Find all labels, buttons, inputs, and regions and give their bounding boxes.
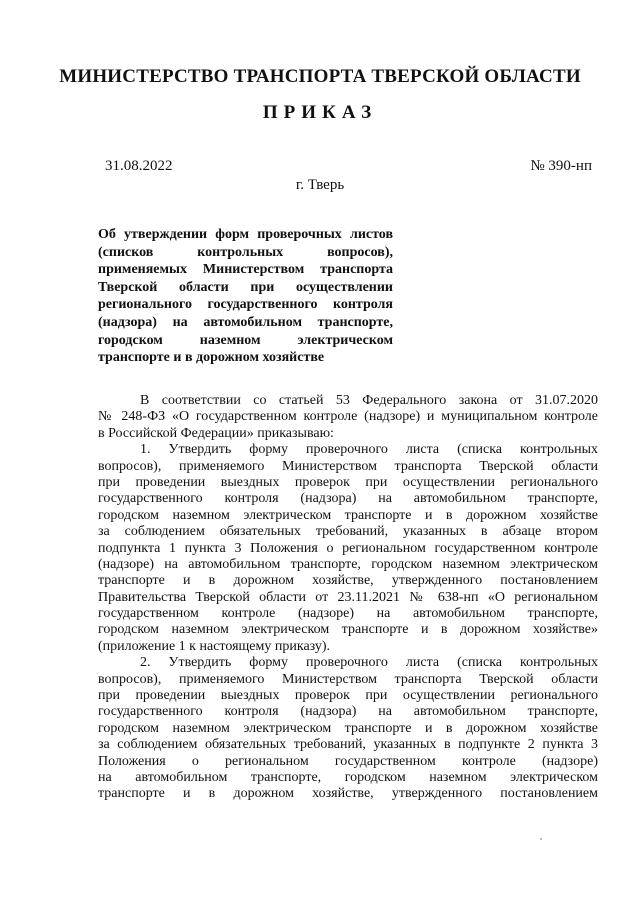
body-line: № 248-ФЗ «О государственном контроле (надзоре) и муниципальном контроле bbox=[98, 409, 598, 425]
subject-line: Об утверждении форм проверочных листов bbox=[98, 227, 393, 242]
body-line: государственном контроле (надзоре) на автомобильном транспорте, bbox=[98, 606, 598, 622]
order-title: ПРИКАЗ bbox=[262, 102, 378, 123]
body-line: на автомобильном транспорте, городском наземном электрическом bbox=[98, 769, 598, 785]
body-line: (приложение 1 к настоящему приказу). bbox=[98, 638, 331, 654]
body-line: транспорте и в дорожном хозяйстве, утвержденного постановлением bbox=[98, 786, 598, 802]
body-line: транспорте и в дорожном хозяйстве, утвержденного постановлением bbox=[98, 573, 598, 589]
order-date: 31.08.2022 bbox=[105, 158, 173, 174]
body-line: за соблюдением обязательных требований, указанных в подпункте 2 пункта 3 bbox=[98, 737, 598, 753]
order-city: г. Тверь bbox=[295, 177, 345, 193]
body-line: 1. Утвердить форму проверочного листа (списка контрольных bbox=[140, 442, 598, 458]
subject-line: городском наземном электрическом bbox=[98, 332, 393, 348]
subject-line: регионального государственного контроля bbox=[98, 297, 393, 313]
scan-speck bbox=[540, 838, 542, 840]
body-line: государственного контроля (надзора) на автомобильном транспорте, bbox=[98, 491, 598, 507]
subject-line: применяемых Министерством транспорта bbox=[98, 262, 393, 278]
body-line: Положения о региональном государственном контроле (надзоре) bbox=[98, 753, 598, 769]
body-line: в Российской Федерации» приказываю: bbox=[98, 425, 334, 441]
body-line: при проведении выездных проверок при осуществлении регионального bbox=[98, 688, 598, 704]
body-line: (надзоре) на автомобильном транспорте, городском наземном электрическом bbox=[98, 556, 598, 572]
subject-line: (списков контрольных вопросов), bbox=[98, 244, 393, 260]
subject-line: Тверской области при осуществлении bbox=[98, 279, 393, 295]
body-line: при проведении выездных проверок при осуществлении регионального bbox=[98, 474, 598, 490]
order-subject bbox=[98, 226, 393, 367]
order-number: № 390-нп bbox=[530, 158, 592, 174]
subject-line: (надзора) на автомобильном транспорте, bbox=[98, 314, 393, 330]
body-line: вопросов), применяемого Министерством транспорта Тверской области bbox=[98, 458, 598, 474]
subject-line: транспорте и в дорожном хозяйстве bbox=[98, 350, 325, 366]
body-line: В соответствии со статьей 53 Федерального закона от 31.07.2020 bbox=[140, 393, 598, 408]
body-line: Правительства Тверской области от 23.11.2021 № 638-нп «О региональном bbox=[98, 589, 598, 605]
body-line: 2. Утвердить форму проверочного листа (списка контрольных bbox=[140, 655, 598, 671]
body-line: за соблюдением обязательных требований, указанных в абзаце втором bbox=[98, 524, 598, 540]
body-line: городском наземном электрическом транспорте и в дорожном хозяйстве bbox=[98, 507, 598, 523]
order-body bbox=[98, 393, 598, 803]
body-line: подпункта 1 пункта 3 Положения о региональном государственном контроле bbox=[98, 540, 598, 556]
ministry-heading: МИНИСТЕРСТВО ТРАНСПОРТА ТВЕРСКОЙ ОБЛАСТИ bbox=[59, 66, 581, 87]
body-line: вопросов), применяемого Министерством транспорта Тверской области bbox=[98, 671, 598, 687]
body-line: городском наземном электрическом транспорте и в дорожном хозяйстве» bbox=[98, 622, 598, 638]
body-line: государственного контроля (надзора) на автомобильном транспорте, bbox=[98, 704, 598, 720]
body-line: городском наземном электрическом транспорте и в дорожном хозяйстве bbox=[98, 720, 598, 736]
